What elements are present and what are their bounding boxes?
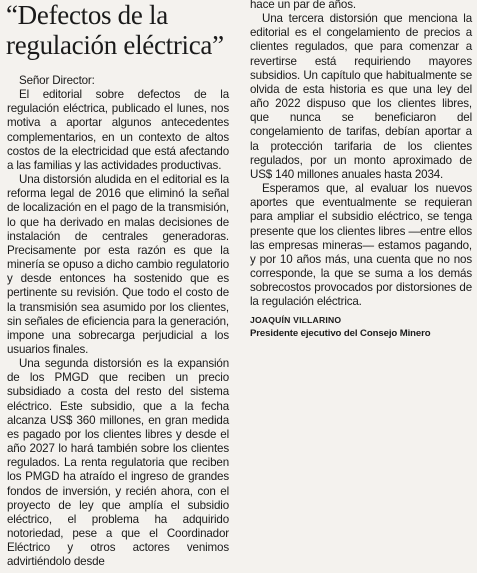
paragraph-4: Una tercera distorsión que menciona la editorial es el congelamiento de precios a clientes regulados, que para comenzar a revertirse está requiriendo mayores subsidios. Un capítulo que habitualmente se olvida de esta historia es que una ley del año 2022 dispuso que los clientes libres, que nunca se beneficiaron del congelamiento de tarifas, debían aportar a la protección tarifaria de los clientes regulados, por un monto aproximado de US$ 140 millones anuales hasta 2034.: [250, 12, 472, 181]
letter-headline: “Defectos de la regulación eléctrica”: [6, 0, 224, 60]
paragraph-3: Una segunda distorsión es la expansión de los PMGD que reciben un precio subsidiado a costa del resto del sistema eléctrico. Este subsidio, que a la fecha alcanza US$ 360 millones, en gran medida es pagado por los clientes libres y desde el año 2027 lo hará también sobre los clientes regulados. La renta regulatoria que reciben los PMGD ha atraído el ingreso de grandes fondos de inversión, y recién ahora, con el proyecto de ley que amplía el subsidio eléctrico, el problema ha adquirido notoriedad, pese a que el Coordinador Eléctrico y otros actores venimos advirtiéndolo desde: [7, 357, 229, 569]
left-column: [7, 74, 229, 569]
signature-role: Presidente ejecutivo del Consejo Minero: [250, 328, 431, 340]
salutation: Señor Director:: [19, 74, 95, 87]
paragraph-3-continuation: hace un par de años.: [250, 0, 356, 11]
paragraph-2: Una distorsión aludida en el editorial es la reforma legal de 2016 que eliminó la señal de localización en el pago de la transmisión, lo que ha derivado en malas decisiones de instalación de centrales generadoras. Precisamente por esta razón es que la minería se opuso a dicho cambio regulatorio y desde entonces ha sostenido que es pertinente su revisión. Que todo el costo de la transmisión sea asumido por los clientes, sin señales de eficiencia para la generación, impone una sobrecarga perjudicial a los usuarios finales.: [7, 173, 229, 356]
paragraph-1: El editorial sobre defectos de la regulación eléctrica, publicado el lunes, nos motiva a aportar algunos antecedentes complementarios, en un contexto de altos costos de la electricidad que está afectando a las familias y las actividades productivas.: [7, 88, 229, 172]
paragraph-5: Esperamos que, al evaluar los nuevos aportes que eventualmente se requieran para ampliar el subsidio eléctrico, se tenga presente que los clientes libres —entre ellos las empresas mineras— estamos pagando, y por 10 años más, una cuenta que no nos corresponde, la que se suma a los demás sobrecostos provocados por distorsiones de la regulación eléctrica.: [250, 182, 472, 309]
signature-name: JOAQUÍN VILLARINO: [250, 315, 342, 326]
right-column: [250, 0, 472, 340]
